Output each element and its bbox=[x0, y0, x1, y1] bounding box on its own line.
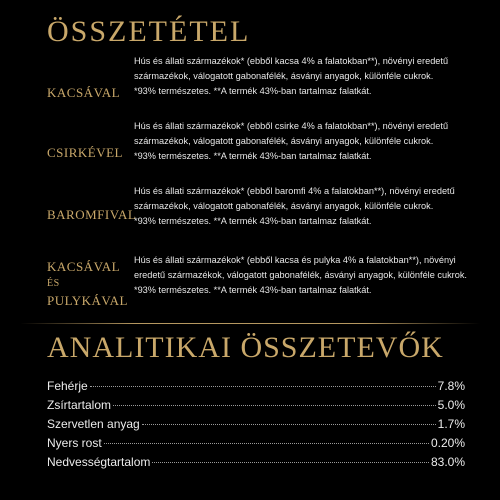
analytics-value: 83.0% bbox=[430, 455, 465, 469]
analytics-value: 5.0% bbox=[437, 398, 465, 412]
item-label: KACSÁVAL ÉS PULYKÁVAL bbox=[47, 259, 128, 308]
analytics-row bbox=[47, 398, 465, 417]
item-description: Hús és állati származékok* (ebből baromfi 4% a falatokban**), növényi eredetű származékok, válogatott gabonafélék, ásványi anyagok, különféle cukrok. *93% természetes. **A termék 43%-ban tartalmaz falatkát. bbox=[134, 186, 455, 226]
item-description: Hús és állati származékok* (ebből csirke 4% a falatokban**), növényi eredetű származékok, válogatott gabonafélék, ásványi anyagok, különféle cukrok. *93% természetes. **A termék 43%-ban tartalmaz falatkát. bbox=[134, 121, 449, 161]
analytics-name: Szervetlen anyag bbox=[47, 417, 140, 431]
leader-dots bbox=[113, 405, 436, 406]
analytics-value: 7.8% bbox=[437, 379, 465, 393]
leader-dots bbox=[142, 424, 436, 425]
analytics-title: ANALITIKAI ÖSSZETEVŐK bbox=[47, 331, 444, 364]
analytics-table bbox=[47, 379, 465, 474]
analytics-value: 1.7% bbox=[437, 417, 465, 431]
section-divider bbox=[20, 323, 480, 324]
analytics-name: Fehérje bbox=[47, 379, 88, 393]
analytics-name: Nedvességtartalom bbox=[47, 455, 151, 469]
analytics-row bbox=[47, 436, 465, 455]
item-description: Hús és állati származékok* (ebből kacsa 4% a falatokban**), növényi eredetű származékok, válogatott gabonafélék, ásványi anyagok, különféle cukrok. *93% természetes. **A termék 43%-ban tartalmaz falatkát. bbox=[134, 56, 449, 96]
composition-item-poultry bbox=[47, 184, 467, 246]
composition-item-chicken bbox=[47, 119, 467, 181]
analytics-row bbox=[47, 379, 465, 398]
item-label: CSIRKÉVEL bbox=[47, 145, 123, 160]
composition-title: ÖSSZETÉTEL bbox=[47, 15, 251, 48]
composition-item-duck bbox=[47, 54, 467, 116]
analytics-row bbox=[47, 417, 465, 436]
leader-dots bbox=[90, 386, 436, 387]
item-label: KACSÁVAL bbox=[47, 85, 121, 100]
composition-item-duck-turkey bbox=[47, 253, 467, 315]
analytics-value: 0.20% bbox=[430, 436, 465, 450]
item-label: BAROMFIVAL bbox=[47, 207, 137, 222]
item-description: Hús és állati származékok* (ebből kacsa és pulyka 4% a falatokban**), növényi eredetű származékok, válogatott gabonafélék, ásványi anyagok, különféle cukrok. *93% természetes. **A termék 43%-ban tartalmaz falatkát. bbox=[134, 255, 467, 295]
analytics-name: Zsírtartalom bbox=[47, 398, 112, 412]
leader-dots bbox=[152, 462, 429, 463]
leader-dots bbox=[104, 443, 429, 444]
analytics-name: Nyers rost bbox=[47, 436, 102, 450]
analytics-row bbox=[47, 455, 465, 474]
